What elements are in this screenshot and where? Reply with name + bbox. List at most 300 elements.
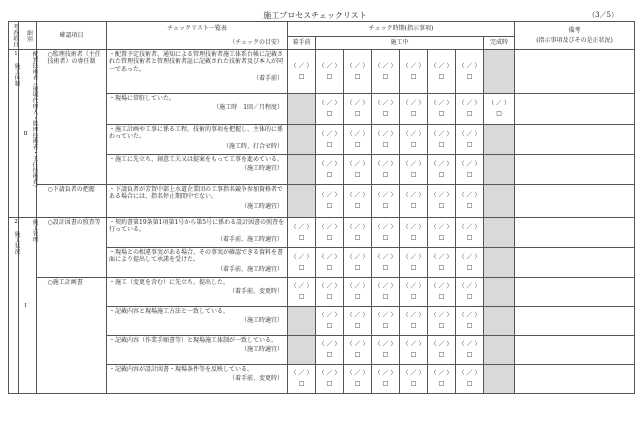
check-cell-during[interactable]: [372, 365, 400, 394]
check-cell-start[interactable]: [288, 50, 316, 94]
inactive-check-cell: [484, 248, 515, 278]
checkbox[interactable]: □: [298, 293, 305, 300]
check-cell-during[interactable]: [400, 94, 428, 125]
checklist-text: ・施工（変更を含む）に先立ち、提出した。: [109, 279, 230, 286]
check-timing-note: （着手前、施工時適宜）: [217, 235, 284, 243]
checkbox[interactable]: □: [382, 351, 389, 358]
check-timing-note: （着手前、変更時）: [229, 375, 284, 383]
section-label: [9, 218, 19, 394]
checklist-text: ・記載内容と現場施工方法と一致している。: [109, 308, 230, 315]
check-mark-slot: （ ／ ）: [430, 130, 453, 138]
checkbox[interactable]: □: [410, 72, 417, 80]
check-cell-during[interactable]: [372, 248, 400, 278]
section-label: [9, 50, 19, 218]
check-mark-slot: （ ／ ）: [374, 312, 397, 320]
check-timing-note: （施工時適宜）: [241, 165, 284, 173]
check-cell-during[interactable]: [316, 365, 344, 394]
checklist-row: [9, 218, 635, 248]
checkbox[interactable]: □: [298, 72, 305, 80]
check-mark-slot: （ ／ ）: [458, 341, 481, 349]
checkbox[interactable]: □: [326, 322, 333, 329]
checkbox[interactable]: □: [354, 110, 361, 117]
checkbox[interactable]: □: [410, 351, 417, 358]
check-mark-slot: （ ／ ）: [458, 100, 481, 108]
check-cell-during[interactable]: [372, 185, 400, 218]
checklist-row: [9, 185, 635, 218]
check-cell-during[interactable]: [344, 307, 372, 336]
check-mark-slot: （ ／ ）: [318, 283, 341, 291]
check-cell-start[interactable]: [288, 278, 316, 307]
checklist-table: [8, 21, 635, 394]
check-cell-during[interactable]: [344, 218, 372, 248]
checkbox[interactable]: □: [354, 263, 361, 271]
remarks-heading: 備考: [568, 26, 581, 34]
check-cell-during[interactable]: [456, 185, 484, 218]
checkbox[interactable]: □: [466, 293, 473, 300]
checkbox[interactable]: □: [410, 293, 417, 300]
checkbox[interactable]: □: [354, 322, 361, 329]
check-cell-during[interactable]: [400, 50, 428, 94]
check-cell-during[interactable]: [316, 218, 344, 248]
remarks-cell[interactable]: [515, 336, 635, 365]
check-mark-slot: （ ／ ）: [318, 192, 341, 200]
inactive-check-cell: [288, 125, 316, 155]
check-mark-slot: （ ／ ）: [374, 62, 397, 70]
check-timing-note: （施工時適宜）: [241, 346, 284, 354]
check-mark-slot: （ ／ ）: [374, 130, 397, 138]
check-cell-during[interactable]: [428, 155, 456, 185]
check-cell-during[interactable]: [372, 336, 400, 365]
check-cell-during[interactable]: [456, 50, 484, 94]
check-cell-during[interactable]: [428, 365, 456, 394]
item-indent: [37, 185, 46, 218]
check-cell-during[interactable]: [344, 336, 372, 365]
check-item-label: ○監理技術者（主任技術者）の専任制: [46, 50, 107, 185]
checklist-text-cell: [107, 125, 288, 155]
checklist-text-cell: [107, 218, 288, 248]
check-mark-slot: （ ／ ）: [430, 62, 453, 70]
check-cell-during[interactable]: [400, 248, 428, 278]
check-mark-slot: （ ／ ）: [318, 62, 341, 70]
check-cell-during[interactable]: [456, 307, 484, 336]
checkbox[interactable]: □: [326, 140, 333, 148]
checkbox[interactable]: □: [438, 380, 445, 387]
check-cell-during[interactable]: [456, 278, 484, 307]
section-number: 1: [13, 51, 19, 57]
check-mark-slot: （ ／ ）: [346, 62, 369, 70]
check-cell-during[interactable]: [456, 336, 484, 365]
checkbox[interactable]: □: [298, 233, 305, 241]
check-cell-during[interactable]: [428, 125, 456, 155]
check-mark-slot: （ ／ ）: [430, 192, 453, 200]
remarks-cell[interactable]: [515, 50, 635, 94]
check-cell-during[interactable]: [316, 125, 344, 155]
check-mark-slot: （ ／ ）: [402, 100, 425, 108]
check-cell-during[interactable]: [428, 50, 456, 94]
col-header-inspection-item: 考査項目: [9, 22, 19, 50]
check-mark-slot: （ ／ ）: [290, 62, 313, 70]
check-cell-during[interactable]: [456, 248, 484, 278]
check-mark-slot: （ ／ ）: [430, 370, 453, 378]
checkbox[interactable]: □: [326, 293, 333, 300]
check-cell-during[interactable]: [344, 155, 372, 185]
check-mark-slot: （ ／ ）: [458, 192, 481, 200]
checklist-text: ・契約書第19条第1項第1号から第5号に係わる設計図書の照査を行っている。: [109, 219, 285, 234]
checklist-text: ・下請負者が芳賀中部上水道企業団の工事指名競争参加資格者である場合には、指名停止期間中でない。: [109, 186, 284, 201]
check-cell-during[interactable]: [372, 155, 400, 185]
checkbox[interactable]: □: [326, 202, 333, 209]
check-cell-during[interactable]: [372, 278, 400, 307]
subsection-number: Ⅱ: [19, 50, 28, 218]
checklist-text-cell: [107, 248, 288, 278]
check-mark-slot: （ ／ ）: [402, 62, 425, 70]
checkbox[interactable]: □: [326, 170, 333, 178]
check-cell-during[interactable]: [344, 94, 372, 125]
check-cell-during[interactable]: [372, 218, 400, 248]
check-mark-slot: （ ／ ）: [290, 253, 313, 261]
check-cell-during[interactable]: [344, 125, 372, 155]
check-cell-during[interactable]: [428, 218, 456, 248]
section-number: 2: [13, 219, 19, 225]
checkbox[interactable]: □: [466, 351, 473, 358]
check-mark-slot: （ ／ ）: [318, 341, 341, 349]
checklist-text-cell: [107, 278, 288, 307]
inactive-check-cell: [484, 50, 515, 94]
checkbox[interactable]: □: [354, 233, 361, 241]
checkbox[interactable]: □: [466, 140, 473, 148]
check-cell-during[interactable]: [456, 218, 484, 248]
page-title: 施工プロセスチェックリスト: [263, 11, 367, 20]
remarks-cell[interactable]: [515, 155, 635, 185]
check-cell-during[interactable]: [316, 248, 344, 278]
check-cell-during[interactable]: [400, 185, 428, 218]
check-mark-slot: （ ／ ）: [458, 223, 481, 231]
check-mark-slot: （ ／ ）: [430, 100, 453, 108]
check-mark-slot: （ ／ ）: [402, 160, 425, 168]
check-cell-during[interactable]: [400, 155, 428, 185]
checkbox[interactable]: □: [438, 202, 445, 209]
checkbox[interactable]: □: [410, 380, 417, 387]
inactive-check-cell: [288, 307, 316, 336]
check-cell-during[interactable]: [456, 155, 484, 185]
check-cell-during[interactable]: [400, 336, 428, 365]
check-cell-during[interactable]: [372, 50, 400, 94]
check-mark-slot: （ ／ ）: [346, 192, 369, 200]
checkbox[interactable]: □: [438, 170, 445, 178]
check-mark-slot: （ ／ ）: [458, 160, 481, 168]
check-cell-start[interactable]: [288, 218, 316, 248]
check-mark-slot: （ ／ ）: [318, 223, 341, 231]
inactive-check-cell: [484, 125, 515, 155]
check-timing-note: （施工時適宜）: [241, 317, 284, 325]
checkbox[interactable]: □: [382, 233, 389, 241]
checkbox[interactable]: □: [466, 380, 473, 387]
check-mark-slot: （ ／ ）: [346, 223, 369, 231]
check-mark-slot: （ ／ ）: [430, 253, 453, 261]
check-mark-slot: （ ／ ）: [430, 341, 453, 349]
check-cell-during[interactable]: [316, 278, 344, 307]
check-mark-slot: （ ／ ）: [458, 62, 481, 70]
inactive-check-cell: [288, 336, 316, 365]
check-mark-slot: （ ／ ）: [346, 370, 369, 378]
checkbox[interactable]: □: [496, 110, 502, 117]
checkbox[interactable]: □: [382, 202, 389, 209]
section-name: 施工体制: [13, 63, 19, 87]
check-mark-slot: （ ／ ）: [488, 100, 510, 108]
checkbox[interactable]: □: [466, 233, 473, 241]
checkbox[interactable]: □: [410, 140, 417, 148]
check-cell-during[interactable]: [400, 278, 428, 307]
checkbox[interactable]: □: [326, 233, 333, 241]
check-cell-during[interactable]: [400, 365, 428, 394]
check-cell-during[interactable]: [428, 336, 456, 365]
check-mark-slot: （ ／ ）: [402, 283, 425, 291]
check-mark-slot: （ ／ ）: [318, 312, 341, 320]
check-mark-slot: （ ／ ）: [458, 370, 481, 378]
checkbox[interactable]: □: [410, 170, 417, 178]
check-mark-slot: （ ／ ）: [458, 130, 481, 138]
check-mark-slot: （ ／ ）: [374, 370, 397, 378]
checklist-text-cell: [107, 94, 288, 125]
checklist-text-cell: [107, 336, 288, 365]
check-cell-during[interactable]: [344, 185, 372, 218]
remarks-cell[interactable]: [515, 365, 635, 394]
check-cell-during[interactable]: [456, 125, 484, 155]
inactive-check-cell: [288, 155, 316, 185]
checklist-text-cell: [107, 185, 288, 218]
check-cell-during[interactable]: [344, 248, 372, 278]
check-mark-slot: （ ／ ）: [430, 312, 453, 320]
check-cell-during[interactable]: [316, 185, 344, 218]
check-item-label: ○下請負者の把握: [46, 185, 107, 218]
check-mark-slot: （ ／ ）: [374, 160, 397, 168]
checkbox[interactable]: □: [438, 72, 445, 80]
col-header-check-item: 確認項目: [37, 22, 107, 50]
check-timing-note: （施工時、打合せ時）: [223, 142, 284, 150]
check-cell-during[interactable]: [316, 50, 344, 94]
remarks-cell[interactable]: [515, 185, 635, 218]
check-mark-slot: （ ／ ）: [430, 283, 453, 291]
checkbox[interactable]: □: [410, 233, 417, 241]
check-item-label: ○設計図書の照査等: [46, 218, 107, 278]
checkbox[interactable]: □: [382, 170, 389, 178]
checkbox[interactable]: □: [410, 202, 417, 209]
inactive-check-cell: [484, 155, 515, 185]
subsection-number: Ⅰ: [19, 218, 28, 394]
checklist-row: [9, 50, 635, 94]
checkbox[interactable]: □: [326, 263, 333, 271]
check-mark-slot: （ ／ ）: [458, 312, 481, 320]
remarks-cell[interactable]: [515, 248, 635, 278]
check-cell-during[interactable]: [316, 336, 344, 365]
check-cell-during[interactable]: [456, 94, 484, 125]
checklist-row: [9, 278, 635, 307]
checkbox[interactable]: □: [298, 263, 305, 271]
checkbox[interactable]: □: [382, 140, 389, 148]
checkbox[interactable]: □: [438, 110, 445, 117]
col-header-timing: チェック時期(指示事項): [288, 22, 515, 37]
checkbox[interactable]: □: [354, 202, 361, 209]
check-mark-slot: （ ／ ）: [430, 223, 453, 231]
checkbox[interactable]: □: [354, 72, 361, 80]
remarks-cell[interactable]: [515, 278, 635, 307]
check-mark-slot: （ ／ ）: [346, 312, 369, 320]
inactive-check-cell: [484, 278, 515, 307]
check-mark-slot: （ ／ ）: [374, 283, 397, 291]
check-mark-slot: （ ／ ）: [402, 370, 425, 378]
check-timing-note: （施工時 1回／月程度）: [213, 104, 284, 112]
remarks-cell[interactable]: [515, 125, 635, 155]
check-cell-during[interactable]: [344, 50, 372, 94]
col-header-start: 着手前: [288, 37, 316, 50]
checkbox[interactable]: □: [326, 351, 333, 358]
check-cell-during[interactable]: [400, 218, 428, 248]
section-name: 施工状況: [13, 231, 19, 255]
checkbox[interactable]: □: [438, 140, 445, 148]
checklist-text: ・施工計画や工事に係る工程、技術的事項を把握し、主体的に係わっていた。: [109, 126, 284, 141]
check-cell-start[interactable]: [288, 365, 316, 394]
check-mark-slot: （ ／ ）: [374, 100, 397, 108]
check-mark-slot: （ ／ ）: [374, 192, 397, 200]
check-mark-slot: （ ／ ）: [318, 100, 341, 108]
checkbox[interactable]: □: [382, 322, 389, 329]
col-header-done: 完成時: [484, 37, 515, 50]
inactive-check-cell: [484, 365, 515, 394]
checkbox[interactable]: □: [354, 170, 361, 178]
checklist-text: ・記載内容が設計図書・現場条件等を反映している。: [109, 366, 254, 373]
check-mark-slot: （ ／ ）: [290, 370, 313, 378]
check-mark-slot: （ ／ ）: [290, 223, 313, 231]
check-cell-during[interactable]: [372, 125, 400, 155]
check-mark-slot: （ ／ ）: [402, 130, 425, 138]
checkbox[interactable]: □: [466, 170, 473, 178]
checkbox[interactable]: □: [354, 380, 361, 387]
checkbox[interactable]: □: [410, 263, 417, 271]
check-cell-during[interactable]: [372, 307, 400, 336]
col-header-checklist: [107, 22, 288, 50]
checkbox[interactable]: □: [326, 380, 333, 387]
check-mark-slot: （ ／ ）: [318, 253, 341, 261]
checkbox[interactable]: □: [410, 322, 417, 329]
check-mark-slot: （ ／ ）: [374, 223, 397, 231]
check-mark-slot: （ ／ ）: [402, 253, 425, 261]
checkbox[interactable]: □: [466, 202, 473, 209]
check-mark-slot: （ ／ ）: [402, 223, 425, 231]
checkbox[interactable]: □: [382, 72, 389, 80]
checkbox[interactable]: □: [438, 351, 445, 358]
check-mark-slot: （ ／ ）: [346, 283, 369, 291]
check-cell-during[interactable]: [316, 155, 344, 185]
check-mark-slot: （ ／ ）: [346, 341, 369, 349]
checkbox[interactable]: □: [438, 293, 445, 300]
checkbox[interactable]: □: [438, 233, 445, 241]
item-indent: [37, 50, 46, 185]
col-header-during: 施工中: [316, 37, 484, 50]
checkbox[interactable]: □: [298, 380, 305, 387]
checkbox[interactable]: □: [382, 263, 389, 271]
checkbox[interactable]: □: [466, 263, 473, 271]
checkbox[interactable]: □: [438, 263, 445, 271]
check-mark-slot: （ ／ ）: [430, 160, 453, 168]
checkbox[interactable]: □: [382, 110, 389, 117]
check-cell-during[interactable]: [372, 94, 400, 125]
checklist-subheading: （チェックの目安）: [229, 38, 284, 46]
checkbox[interactable]: □: [410, 110, 417, 117]
check-cell-during[interactable]: [400, 125, 428, 155]
check-timing-note: （着手前、施工時適宜）: [217, 265, 284, 273]
remarks-cell[interactable]: [515, 218, 635, 248]
checkbox[interactable]: □: [354, 293, 361, 300]
inactive-check-cell: [484, 185, 515, 218]
page-number: （3／5）: [588, 11, 618, 19]
check-cell-during[interactable]: [428, 185, 456, 218]
checkbox[interactable]: □: [354, 351, 361, 358]
check-mark-slot: （ ／ ）: [346, 253, 369, 261]
checklist-text: ・現場との相違事実がある場合、その事実が確認できる資料を書面により提出して承諾を受けた。: [109, 249, 284, 264]
checkbox[interactable]: □: [438, 322, 445, 329]
checkbox[interactable]: □: [326, 72, 333, 80]
check-cell-during[interactable]: [400, 307, 428, 336]
checklist-text-cell: [107, 50, 288, 94]
check-cell-during[interactable]: [316, 94, 344, 125]
checkbox[interactable]: □: [466, 322, 473, 329]
check-mark-slot: （ ／ ）: [374, 341, 397, 349]
checklist-text: ・記載内容（作業手順書等）と現場施工体制が一致している。: [109, 337, 278, 344]
check-cell-during[interactable]: [428, 307, 456, 336]
inactive-check-cell: [288, 185, 316, 218]
inactive-check-cell: [288, 94, 316, 125]
checklist-text-cell: [107, 307, 288, 336]
subsection-name: 配置技術者（現場代理人・監理技術者・主任技術者）: [28, 50, 37, 218]
check-mark-slot: （ ／ ）: [346, 100, 369, 108]
checklist-heading: チェックリスト一覧表: [167, 25, 227, 33]
check-cell-done[interactable]: [484, 94, 515, 125]
remarks-subheading: (指示事項及びその是正状況): [536, 36, 613, 44]
check-cell-during[interactable]: [428, 248, 456, 278]
check-mark-slot: （ ／ ）: [318, 370, 341, 378]
checkbox[interactable]: □: [354, 140, 361, 148]
check-cell-during[interactable]: [456, 365, 484, 394]
checkbox[interactable]: □: [382, 293, 389, 300]
check-timing-note: （着手前、変更時）: [229, 288, 284, 296]
item-indent: [37, 218, 46, 278]
check-mark-slot: （ ／ ）: [402, 312, 425, 320]
check-timing-note: （着手前）: [253, 74, 284, 82]
remarks-cell[interactable]: [515, 307, 635, 336]
check-mark-slot: （ ／ ）: [318, 130, 341, 138]
checklist-text-cell: [107, 155, 288, 185]
check-mark-slot: （ ／ ）: [402, 341, 425, 349]
check-mark-slot: （ ／ ）: [402, 192, 425, 200]
check-mark-slot: （ ／ ）: [318, 160, 341, 168]
check-cell-during[interactable]: [316, 307, 344, 336]
check-cell-during[interactable]: [344, 278, 372, 307]
checkbox[interactable]: □: [326, 110, 333, 117]
remarks-cell[interactable]: [515, 94, 635, 125]
subsection-name: 施工管理: [28, 218, 37, 394]
check-cell-start[interactable]: [288, 248, 316, 278]
checkbox[interactable]: □: [382, 380, 389, 387]
check-mark-slot: （ ／ ）: [346, 160, 369, 168]
col-header-remarks: [515, 22, 635, 50]
checklist-text: ・施工に先立ち、創意工夫又は提案をもって工事を進めている。: [109, 156, 284, 163]
checkbox[interactable]: □: [466, 72, 473, 80]
check-cell-during[interactable]: [344, 365, 372, 394]
checkbox[interactable]: □: [466, 110, 473, 117]
check-cell-during[interactable]: [428, 278, 456, 307]
check-cell-during[interactable]: [428, 94, 456, 125]
col-header-subdivision: 細別: [19, 22, 37, 50]
